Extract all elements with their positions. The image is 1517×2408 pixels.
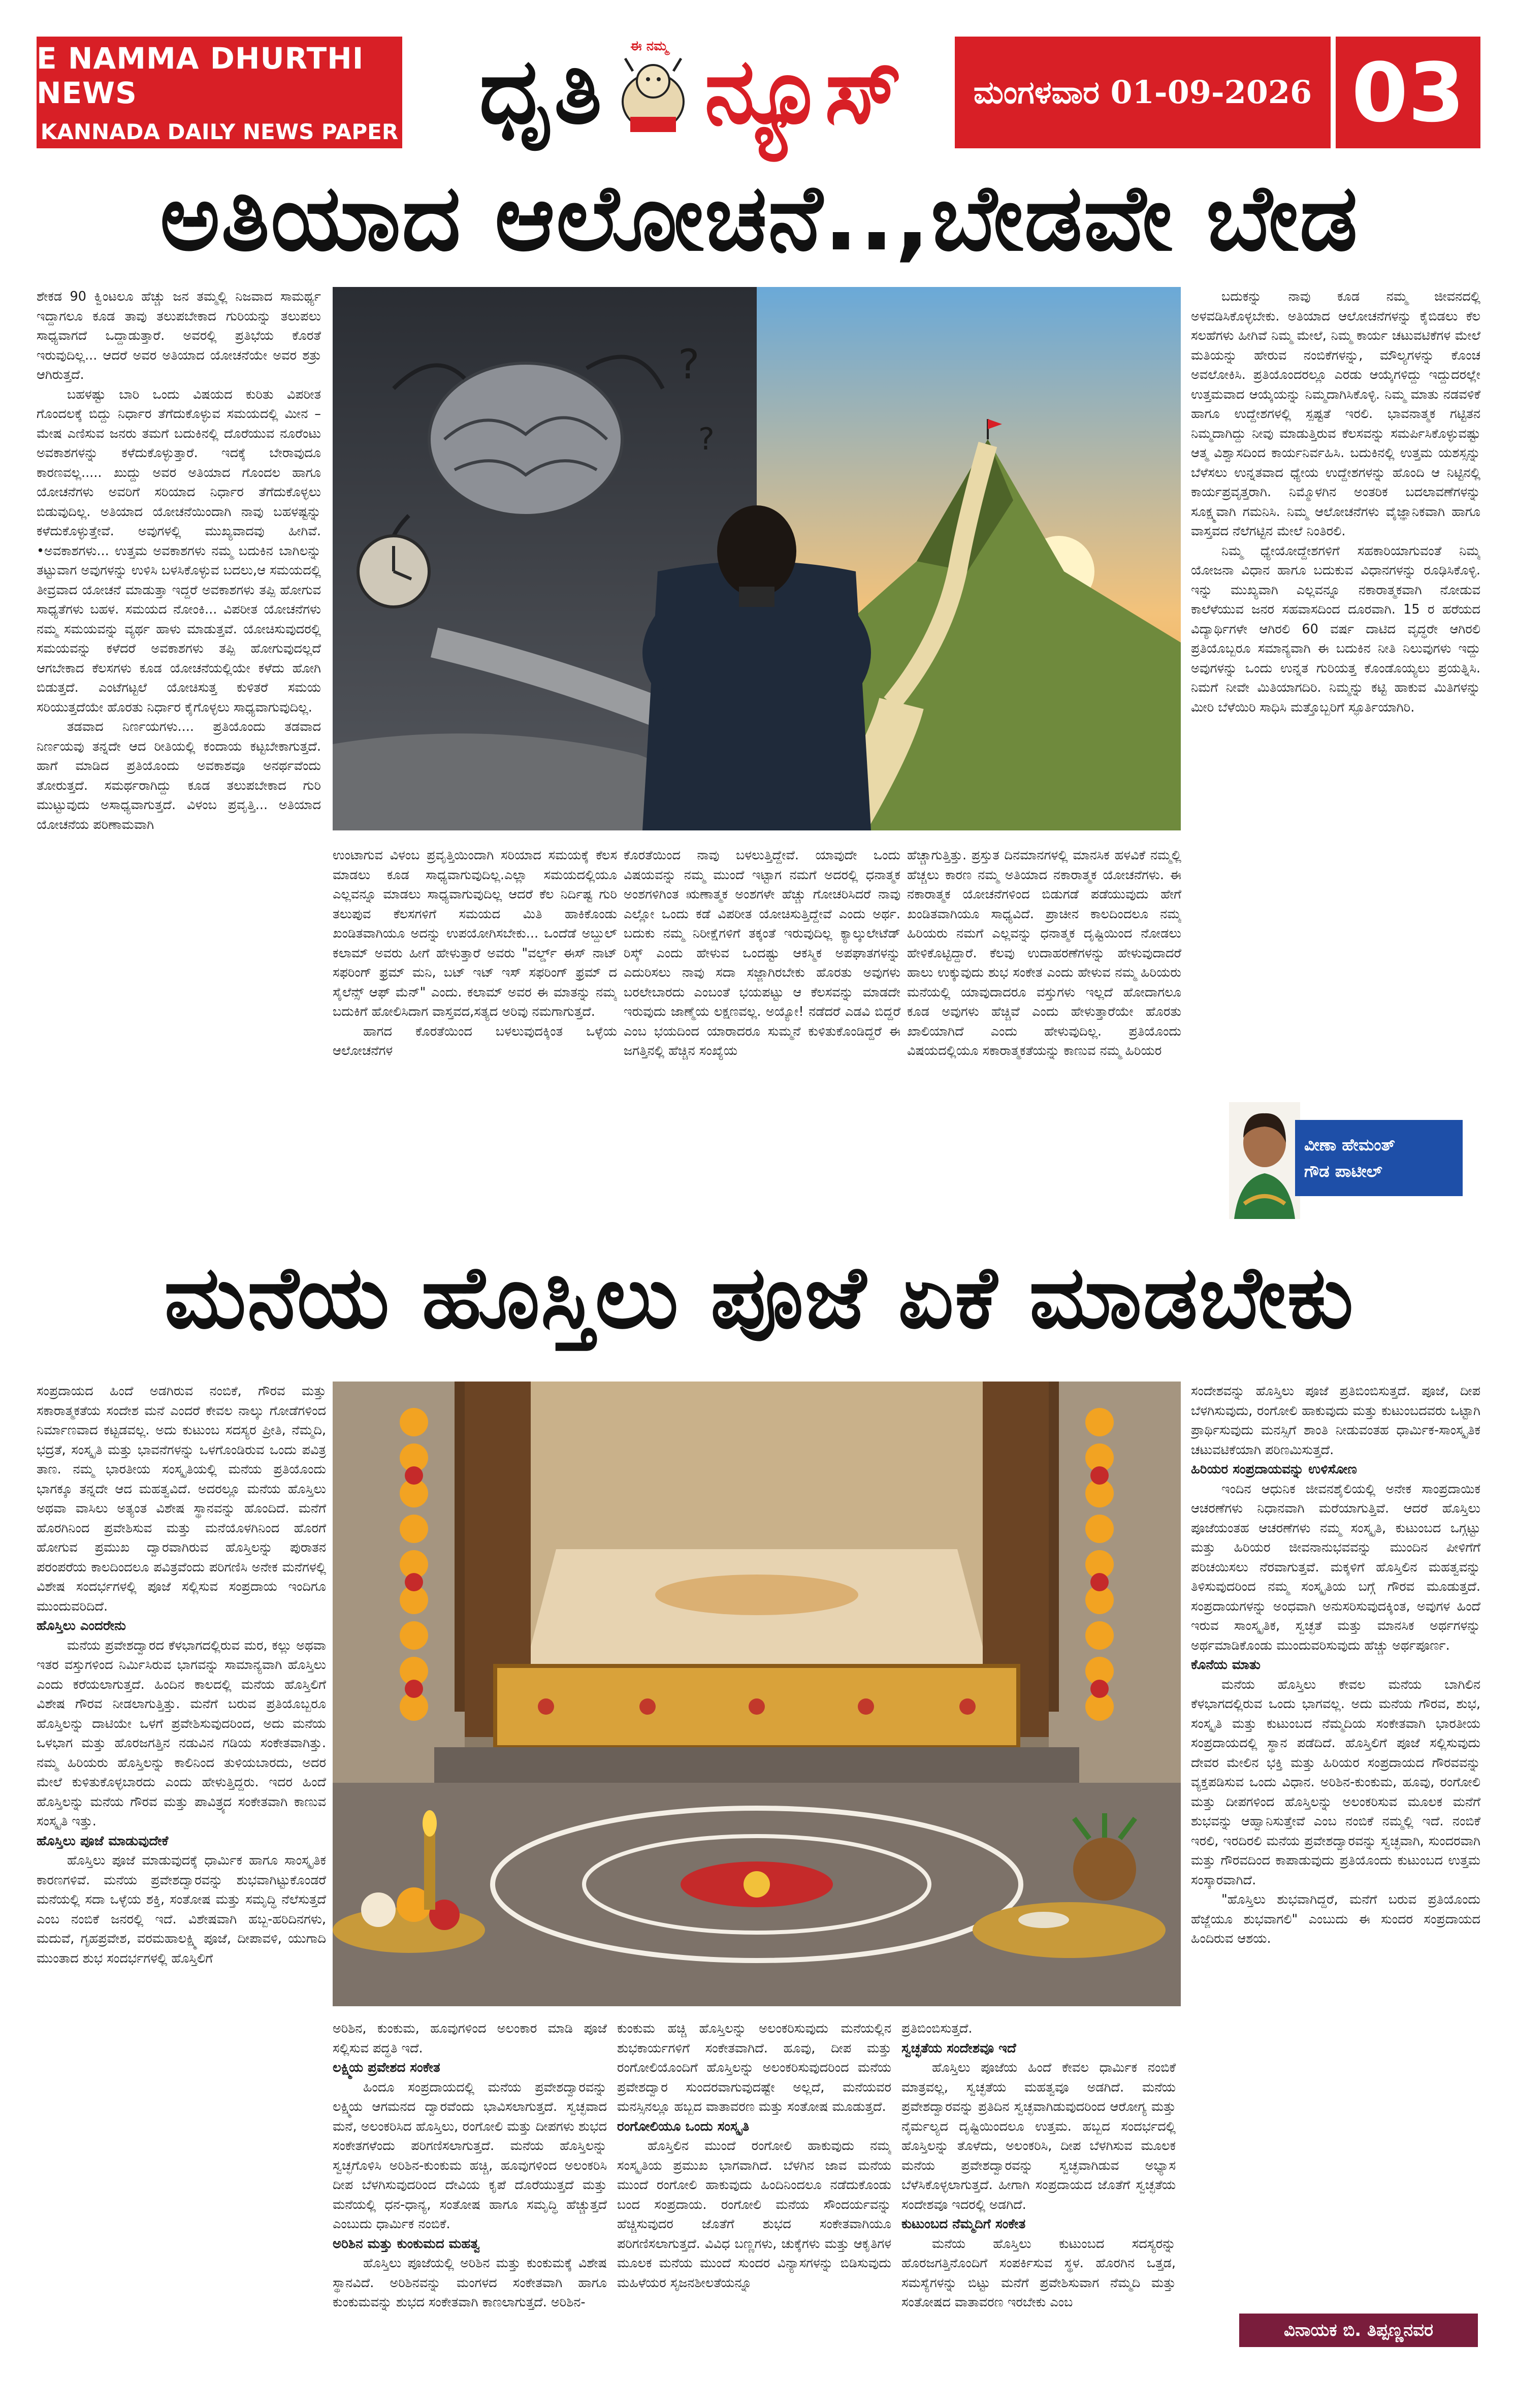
article2-paragraph: ಕುಂಕುಮ ಹಚ್ಚಿ ಹೊಸ್ತಿಲನ್ನು ಅಲಂಕರಿಸುವುದು ಮನೆಯಲ್ಲಿನ ಶುಭಕಾರ್ಯಗಳಿಗೆ ಸಂಕೇತವಾಗಿದೆ. ಹೂವು, ದೀಪ ಮತ್ತು ರಂಗೋಲಿಯೊಂದಿಗೆ ಹೊಸ್ತಿಲನ್ನು ಅಲಂಕರಿಸುವುದರಿಂದ ಮನೆಯ ಪ್ರವೇಶದ್ವಾರ ಸುಂದರವಾಗುವುದಷ್ಟೇ ಅಲ್ಲದೆ, ಮನೆಯವರ ಮನಸ್ಸಿನಲ್ಲೂ ಹಬ್ಬದ ವಾತಾವರಣ ಮತ್ತು ಸಂತೋಷ ಮೂಡುತ್ತದೆ. (617, 2021, 891, 2114)
article2-paragraph: ಹೊಸ್ತಿಲು ಪೂಜೆ ಮಾಡುವುದಕ್ಕೆ ಧಾರ್ಮಿಕ ಹಾಗೂ ಸಾಂಸ್ಕೃತಿಕ ಕಾರಣಗಳಿವೆ. ಮನೆಯ ಪ್ರವೇಶದ್ವಾರವನ್ನು ಶುಭವಾಗಿಟ್ಟುಕೊಂಡರೆ ಮನೆಯಲ್ಲಿ ಸದಾ ಒಳ್ಳೆಯ ಶಕ್ತಿ, ಸಂತೋಷ ಮತ್ತು ಸಮೃದ್ಧಿ ನೆಲೆಸುತ್ತದೆ ಎಂಬ ನಂಬಿಕೆ ಜನರಲ್ಲಿ ಇದೆ. ವಿಶೇಷವಾಗಿ ಹಬ್ಬ-ಹರಿದಿನಗಳು, ಮದುವೆ, ಗೃಹಪ್ರವೇಶ, ವರಮಹಾಲಕ್ಷ್ಮಿ ಪೂಜೆ, ದೀಪಾವಳಿ, ಯುಗಾದಿ ಮುಂತಾದ ಶುಭ ಸಂದರ್ಭಗಳಲ್ಲಿ ಹೊಸ್ತಿಲಿಗೆ (37, 1853, 326, 1966)
article1-paragraph: ಉಂಟಾಗುವ ವಿಳಂಬ ಪ್ರವೃತ್ತಿಯಿಂದಾಗಿ ಸರಿಯಾದ ಸಮಯಕ್ಕೆ ಕೆಲಸ ಮಾಡಲು ಕೂಡ ಸಾಧ್ಯವಾಗುವುದಿಲ್ಲ.ಎಲ್ಲಾ ಸಮಯದಲ್ಲಿಯೂ ಎಲ್ಲವನ್ನೂ ಮಾಡಲು ಸಾಧ್ಯವಾಗುವುದಿಲ್ಲ ಆದರೆ ಕೆಲ ನಿರ್ದಿಷ್ಟ ಗುರಿ ತಲುಪುವ ಕೆಲಸಗಳಿಗೆ ಸಮಯದ ಮಿತಿ ಹಾಕಿಕೊಂಡು ಖಂಡಿತವಾಗಿಯೂ ಅದನ್ನು ಉಪಯೋಗಿಸಬೇಕು... ಒಂದೆಡೆ ಅಬ್ದುಲ್ ಕಲಾಮ್ ಅವರು ಹೀಗೆ ಹೇಳುತ್ತಾರೆ ಅವರು "ವರ್ಲ್ಡ್ ಈಸ್ ನಾಟ್ ಸಫರಿಂಗ್ ಫ್ರಮ್ ಮನಿ, ಬಟ್ ಇಟ್ ಇಸ್ ಸಫರಿಂಗ್ ಫ್ರಮ್ ದ ಸೈಲೆನ್ಸ್ ಆಫ್ ಮೆನ್" ಎಂದು. ಕಲಾಮ್ ಅವರ ಈ ಮಾತನ್ನು ನಮ್ಮ ಬದುಕಿಗೆ ಹೋಲಿಸಿದಾಗ ವಾಸ್ತವದ,ಸತ್ಯದ ಅರಿವು ನಮಗಾಗುತ್ತದೆ. (333, 848, 617, 1019)
article1-paragraph: ಬದುಕನ್ನು ನಾವು ಕೂಡ ನಮ್ಮ ಜೀವನದಲ್ಲಿ ಅಳವಡಿಸಿಕೊಳ್ಳಬೇಕು. ಅತಿಯಾದ ಆಲೋಚನೆಗಳನ್ನು ಕೈಬಿಡಲು ಕೆಲ ಸಲಹೆಗಳು ಹೀಗಿವೆ ನಿಮ್ಮ ಮೇಲೆ, ನಿಮ್ಮ ಕಾರ್ಯ ಚಟುವಟಿಕೆಗಳ ಮೇಲೆ ಮತಿಯನ್ನು ಹೇರುವ ನಂಬಿಕೆಗಳನ್ನು, ಮೌಲ್ಯಗಳನ್ನು ಕೊಂಚ ಅವಲೋಕಿಸಿ. ಪ್ರತಿಯೊಂದರಲ್ಲೂ ಎರಡು ಆಯ್ಕೆಗಳಿದ್ದು ಇದ್ದುದರಲ್ಲೇ ಉತ್ತಮವಾದ ಆಯ್ಕೆಯನ್ನು ನಿಮ್ಮದಾಗಿಸಿಕೊಳ್ಳಿ. ನಿಮ್ಮ ಮಾತು ನಡವಳಿಕೆ ಹಾಗೂ ಉದ್ದೇಶಗಳಲ್ಲಿ ಸ್ಪಷ್ಟತೆ ಇರಲಿ. ಭಾವನಾತ್ಮಕ ಗಟ್ಟಿತನ ನಿಮ್ಮದಾಗಿದ್ದು ನೀವು ಮಾಡುತ್ತಿರುವ ಕೆಲಸವನ್ನು ಸಮರ್ಪಿಸಿಕೊಳ್ಳುವಷ್ಟು ಆತ್ಮ ವಿಶ್ವಾಸದಿಂದ ಕಾರ್ಯನಿರ್ವಹಿಸಿ. ಬದುಕಿನಲ್ಲಿ ಉತ್ತಮ ಯಶಸ್ಸನ್ನು ಬೆಳೆಸಲು ಉನ್ನತವಾದ ಧ್ಯೇಯ ಉದ್ದೇಶಗಳನ್ನು ಹೊಂದಿ ಆ ನಿಟ್ಟಿನಲ್ಲಿ ಕಾರ್ಯಪ್ರವೃತ್ತರಾಗಿ. ನಿಮ್ಮೊಳಗಿನ ಅಂತರಿಕ ಬದಲಾವಣೆಗಳನ್ನು ಸೂಕ್ಷ್ಮವಾಗಿ ಗಮನಿಸಿ. ನಿಮ್ಮ ಆಲೋಚನೆಗಳು ವೈಜ್ಞಾನಿಕವಾಗಿ ಹಾಗೂ ವಾಸ್ತವದ ನೆಲೆಗಟ್ಟಿನ ಮೇಲೆ ನಿಂತಿರಲಿ. (1191, 289, 1480, 539)
article2-subheading: ಹೊಸ್ತಿಲು ಪೂಜೆ ಮಾಡುವುದೇಕೆ (37, 1833, 169, 1849)
paper-tagline: KANNADA DAILY NEWS PAPER (40, 119, 399, 144)
author-name-line2: ಗೌಡ ಪಾಟೀಲ್ (1304, 1162, 1382, 1181)
article2-paragraph: ಹೊಸ್ತಿಲು ಪೂಜೆಯಲ್ಲಿ ಅರಿಶಿನ ಮತ್ತು ಕುಂಕುಮಕ್ಕೆ ವಿಶೇಷ ಸ್ಥಾನವಿದೆ. ಅರಿಶಿನವನ್ನು ಮಂಗಳದ ಸಂಕೇತವಾಗಿ ಹಾಗೂ ಕುಂಕುಮವನ್ನು ಶುಭದ ಸಂಕೇತವಾಗಿ ಕಾಣಲಾಗುತ್ತದೆ. ಅರಿಶಿನ- (333, 2256, 607, 2310)
article2-column-2 (333, 2019, 607, 2347)
article1-author (1295, 1120, 1463, 1196)
article2-subheading: ಹೊಸ್ತಿಲು ಎಂದರೇನು (37, 1618, 126, 1633)
svg-text:?: ? (678, 341, 700, 388)
logo-word-news: ನ್ಯೂಸ್ (704, 39, 902, 144)
author-name-line1: ವೀಣಾ ಹೇಮಂತ್ (1304, 1135, 1395, 1154)
article2-paragraph: ಹೊಸ್ತಿಲಿನ ಮುಂದೆ ರಂಗೋಲಿ ಹಾಕುವುದು ನಮ್ಮ ಸಂಸ್ಕೃತಿಯ ಪ್ರಮುಖ ಭಾಗವಾಗಿದೆ. ಬೆಳಗಿನ ಜಾವ ಮನೆಯ ಮುಂದೆ ರಂಗೋಲಿ ಹಾಕುವುದು ಹಿಂದಿನಿಂದಲೂ ನಡೆದುಕೊಂಡು ಬಂದ ಸಂಪ್ರದಾಯ. ರಂಗೋಲಿ ಮನೆಯ ಸೌಂದರ್ಯವನ್ನು ಹೆಚ್ಚಿಸುವುದರ ಜೊತೆಗೆ ಶುಭದ ಸಂಕೇತವಾಗಿಯೂ ಪರಿಗಣಿಸಲಾಗುತ್ತದೆ. ವಿವಿಧ ಬಣ್ಣಗಳು, ಚುಕ್ಕೆಗಳು ಮತ್ತು ಆಕೃತಿಗಳ ಮೂಲಕ ಮನೆಯ ಮುಂದೆ ಸುಂದರ ವಿನ್ಯಾಸಗಳನ್ನು ಬಿಡಿಸುವುದು ಮಹಿಳೆಯರ ಸೃಜನಶೀಲತೆಯನ್ನೂ (617, 2138, 891, 2291)
article2-subheading: ಕೊನೆಯ ಮಾತು (1191, 1657, 1261, 1673)
article2-column-4 (901, 2019, 1176, 2347)
article2-subheading: ಹಿರಿಯರ ಸಂಪ್ರದಾಯವನ್ನು ಉಳಿಸೋಣ (1191, 1462, 1357, 1477)
article1-paragraph: ತಡವಾದ ನಿರ್ಣಯಗಳು.... ಪ್ರತಿಯೊಂದು ತಡವಾದ ನಿರ್ಣಯವು ತನ್ನದೇ ಆದ ರೀತಿಯಲ್ಲಿ ಕಂದಾಯ ಕಟ್ಟಬೇಕಾಗುತ್ತದೆ. ಹಾಗೆ ಮಾಡಿದ ಪ್ರತಿಯೊಂದು ಅವಕಾಶವೂ ಅನರ್ಥವೆಂದು ತೋರುತ್ತದೆ. ಸಮರ್ಥರಾಗಿದ್ದು ಕೂಡ ತಲುಪಬೇಕಾದ ಗುರಿ ಮುಟ್ಟುವುದು ಅಸಾಧ್ಯವಾಗುತ್ತದೆ. ವಿಳಂಬ ಪ್ರವೃತ್ತಿ... ಅತಿಯಾದ ಯೋಚನೆಯ ಪರಿಣಾಮವಾಗಿ (37, 719, 321, 832)
article1-paragraph: ಹೆಚ್ಚಾಗುತ್ತಿತ್ತು. ಪ್ರಸ್ತುತ ದಿನಮಾನಗಳಲ್ಲಿ ಮಾನಸಿಕ ಹಳವಿಕೆ ನಮ್ಮಲ್ಲಿ ಹೆಚ್ಚಲು ಕಾರಣ ನಮ್ಮ ಅತಿಯಾದ ನಕಾರಾತ್ಮಕ ಯೋಚನೆಗಳು. ಈ ನಕಾರಾತ್ಮಕ ಯೋಚನೆಗಳಿಂದ ಬಿಡುಗಡೆ ಪಡೆಯುವುದು ಹೇಗೆ ಖಂಡಿತವಾಗಿಯೂ ಸಾಧ್ಯವಿದೆ. ಪ್ರಾಚೀನ ಕಾಲದಿಂದಲೂ ನಮ್ಮ ಹಿರಿಯರು ನಮಗೆ ಎಲ್ಲವನ್ನು ಧನಾತ್ಮಕ ದೃಷ್ಟಿಯಿಂದ ನೋಡಲು ಹೇಳಿಕೊಟ್ಟಿದ್ದಾರೆ. ಕೆಲವು ಉದಾಹರಣೆಗಳನ್ನು ಹೇಳುವುದಾದರೆ ಹಾಲು ಉಕ್ಕುವುದು ಶುಭ ಸಂಕೇತ ಎಂದು ಹೇಳುವ ನಮ್ಮ ಹಿರಿಯರು ಮನೆಯಲ್ಲಿ ಯಾವುದಾದರೂ ವಸ್ತುಗಳು ಇಲ್ಲದೆ ಹೋದಾಗಲೂ ಕೂಡ ಅವುಗಳು ಹೆಚ್ಚಿವೆ ಎಂದು ಹೇಳುತ್ತಾರೆಯೇ ಹೊರತು ಖಾಲಿಯಾಗಿದೆ ಎಂದು ಹೇಳುವುದಿಲ್ಲ. ಪ್ರತಿಯೊಂದು ವಿಷಯದಲ್ಲಿಯೂ ಸಕಾರಾತ್ಮಕತೆಯನ್ನು ಕಾಣುವ ನಮ್ಮ ಹಿರಿಯರ (907, 848, 1181, 1058)
article1-paragraph: ಹಾಗದ ಕೊರತೆಯಿಂದ ಬಳಲುವುದಕ್ಕಿಂತ ಒಳ್ಳೆಯ ಆಲೋಚನೆಗಳ (333, 1023, 617, 1058)
masthead-name-box (37, 37, 402, 148)
article2-subheading: ಕುಟುಂಬದ ನೆಮ್ಮದಿಗೆ ಸಂಕೇತ (901, 2217, 1026, 2232)
logo-small-text: ಈ ನಮ್ಮ (630, 39, 668, 54)
article2-column-1 (37, 1382, 326, 2347)
article1-column-1 (37, 287, 321, 1222)
page-number: 03 (1336, 37, 1480, 148)
article1-paragraph: ಬಹಳಷ್ಟು ಬಾರಿ ಒಂದು ವಿಷಯದ ಕುರಿತು ವಿಪರೀತ ಗೊಂದಲಕ್ಕೆ ಬಿದ್ದು ನಿರ್ಧಾರ ತೆಗೆದುಕೊಳ್ಳುವ ಸಮಯದಲ್ಲಿ ಮೀನ –ಮೇಷ ಎಣಿಸುವ ಜನರು ತಮಗೆ ಬದುಕಿನಲ್ಲಿ ದೊರೆಯುವ ನೂರೆಂಟು ಅವಕಾಶಗಳನ್ನು ಕಳೆದುಕೊಳ್ಳುತ್ತಾರೆ. ಇದಕ್ಕೆ ಬೇರಾವುದೂ ಕಾರಣವಲ್ಲ..... ಖುದ್ದು ಅವರ ಅತಿಯಾದ ಗೊಂದಲ ಹಾಗೂ ಯೋಚನೆಗಳು ಅವರಿಗೆ ಸರಿಯಾದ ನಿರ್ಧಾರ ತೆಗೆದುಕೊಳ್ಳಲು ಬಿಡುವುದಿಲ್ಲ. ಅತಿಯಾದ ಯೋಚನೆಯಿಂದಾಗಿ ನಾವು ಬಹಳಷ್ಟನ್ನು ಕಳೆದುಕೊಳ್ಳುತ್ತೇವೆ. ಅವುಗಳಲ್ಲಿ ಮುಖ್ಯವಾದವು ಹೀಗಿವೆ. •ಅವಕಾಶಗಳು... ಉತ್ತಮ ಅವಕಾಶಗಳು ನಮ್ಮ ಬದುಕಿನ ಬಾಗಿಲನ್ನು ತಟ್ಟುವಾಗ ಅವುಗಳನ್ನು ಉಳಿಸಿ ಬಳಸಿಕೊಳ್ಳುವ ಬದಲು,ಆ ಸಮಯದಲ್ಲಿ ತೀವ್ರವಾದ ಯೋಚನೆ ಮಾಡುತ್ತಾ ಇದ್ದರೆ ಅವಕಾಶಗಳು ತಪ್ಪಿ ಹೋಗುವ ಸಾಧ್ಯತೆಗಳು ಬಹಳ. ಸಮಯದ ನೋಂಕಿ... ವಿಪರೀತ ಯೋಚನೆಗಳು ನಮ್ಮ ಸಮಯವನ್ನು ವ್ಯರ್ಥ ಹಾಳು ಮಾಡುತ್ತವೆ. ಯೋಚಿಸುವುದರಲ್ಲಿ ಸಮಯವನ್ನು ಕಳೆದರೆ ಅವಕಾಶಗಳು ತಪ್ಪಿ ಹೋಗುವುದಲ್ಲದೆ ಆಗಬೇಕಾದ ಕೆಲಸಗಳು ಕೂಡ ಯೋಚನೆಯಲ್ಲಿಯೇ ಕಳೆದು ಹೋಗಿ ಬಿಡುತ್ತದೆ. ಎಂಟೆಗಟ್ಟಲೆ ಯೋಚಿಸುತ್ತ ಕುಳಿತರೆ ಸಮಯ ಸರಿಯುತ್ತದೆಯೇ ಹೊರತು ನಿರ್ಧಾರ ಕೈಗೊಳ್ಳಲು ಸಾಧ್ಯವಾಗುವುದಿಲ್ಲ. (37, 387, 321, 715)
article2-column-5 (1191, 1382, 1480, 2308)
article1-paragraph: ಕೊರತೆಯಿಂದ ನಾವು ಬಳಲುತ್ತಿದ್ದೇವೆ. ಯಾವುದೇ ಒಂದು ವಿಷಯವನ್ನು ನಮ್ಮ ಮುಂದೆ ಇಟ್ಟಾಗ ನಮಗೆ ಅದರಲ್ಲಿ ಧನಾತ್ಮಕ ಅಂಶಗಳಿಗಿಂತ ಋಣಾತ್ಮಕ ಅಂಶಗಳೇ ಹೆಚ್ಚು ಗೋಚರಿಸಿದರೆ ನಾವು ಎಲ್ಲೋ ಒಂದು ಕಡೆ ವಿಪರೀತ ಯೋಚಿಸುತ್ತಿದ್ದೇವೆ ಎಂದು ಅರ್ಥ. ಬದುಕು ನಮ್ಮ ನಿರೀಕ್ಷೆಗಳಿಗೆ ತಕ್ಕಂತೆ ಇರುವುದಿಲ್ಲ ಕ್ಯಾಲ್ಕುಲೇಟೆಡ್ ರಿಸ್ಕ್ ಎಂದು ಹೇಳುವ ಒಂದಷ್ಟು ಆಕಸ್ಮಿಕ ಅಪಘಾತಗಳನ್ನು ಎದುರಿಸಲು ನಾವು ಸದಾ ಸಜ್ಜಾಗಿರಬೇಕು ಹೊರತು ಅವುಗಳು ಬರಲೇಬಾರದು ಎಂಬಂತೆ ಭಯಪಟ್ಟು ಆ ಕೆಲಸವನ್ನು ಮಾಡದೇ ಇರುವುದು ಜಾಣ್ಮೆಯ ಲಕ್ಷಣವಲ್ಲ. ಅಯ್ಯೋ! ನಡೆದರೆ ಎಡವಿ ಬಿದ್ದರೆ ಎಂಬ ಭಯದಿಂದ ಯಾರಾದರೂ ಸುಮ್ಮನೆ ಕುಳಿತುಕೊಂಡಿದ್ದರೆ ಈ ಜಗತ್ತಿನಲ್ಲಿ ಹೆಚ್ಚಿನ ಸಂಖ್ಯೆಯ (624, 848, 900, 1058)
article2-paragraph: ಸಂಪ್ರದಾಯದ ಹಿಂದೆ ಅಡಗಿರುವ ನಂಬಿಕೆ, ಗೌರವ ಮತ್ತು ಸಕಾರಾತ್ಮಕತೆಯ ಸಂದೇಶ ಮನೆ ಎಂದರೆ ಕೇವಲ ನಾಲ್ಕು ಗೋಡೆಗಳಿಂದ ನಿರ್ಮಾಣವಾದ ಕಟ್ಟಡವಲ್ಲ. ಅದು ಕುಟುಂಬ ಸದಸ್ಯರ ಪ್ರೀತಿ, ನೆಮ್ಮದಿ, ಭದ್ರತೆ, ಸಂಸ್ಕೃತಿ ಮತ್ತು ಭಾವನೆಗಳನ್ನು ಒಳಗೊಂಡಿರುವ ಒಂದು ಪವಿತ್ರ ತಾಣ. ನಮ್ಮ ಭಾರತೀಯ ಸಂಸ್ಕೃತಿಯಲ್ಲಿ ಮನೆಯ ಪ್ರತಿಯೊಂದು ಭಾಗಕ್ಕೂ ತನ್ನದೇ ಆದ ಮಹತ್ವವಿದೆ. ಅದರಲ್ಲೂ ಮನೆಯ ಹೊಸ್ತಿಲು ಅಥವಾ ವಾಸಿಲು ಅತ್ಯಂತ ವಿಶೇಷ ಸ್ಥಾನವನ್ನು ಹೊಂದಿದೆ. ಮನೆಗೆ ಹೊರಗಿನಿಂದ ಪ್ರವೇಶಿಸುವ ಮತ್ತು ಮನೆಯೊಳಗಿನಿಂದ ಹೊರಗೆ ಹೋಗುವ ಪ್ರಮುಖ ದ್ವಾರವಾಗಿರುವ ಹೊಸ್ತಿಲನ್ನು ಪುರಾತನ ಪರಂಪರೆಯ ಕಾಲದಿಂದಲೂ ಪವಿತ್ರವೆಂದು ಪರಿಗಣಿಸಿ ಅನೇಕ ಮನೆಗಳಲ್ಲಿ ವಿಶೇಷ ಸಂದರ್ಭಗಳಲ್ಲಿ ಪೂಜೆ ಸಲ್ಲಿಸುವ ಸಂಪ್ರದಾಯ ಇಂದಿಗೂ ಮುಂದುವರಿದಿದೆ. (37, 1384, 326, 1614)
threshold-puja-illustration (333, 1382, 1181, 2006)
article1-column-4 (907, 846, 1181, 1222)
article2-paragraph: ಅರಿಶಿನ, ಕುಂಕುಮ, ಹೂವುಗಳಿಂದ ಅಲಂಕಾರ ಮಾಡಿ ಪೂಜೆ ಸಲ್ಲಿಸುವ ಪದ್ಧತಿ ಇದೆ. (333, 2021, 607, 2056)
paper-name: E NAMMA DHURTHI NEWS (37, 41, 364, 110)
overthinking-illustration (333, 287, 1181, 830)
article1-paragraph: ನಿಮ್ಮ ಧ್ಯೇಯೋದ್ದೇಶಗಳಿಗೆ ಸಹಕಾರಿಯಾಗುವಂತೆ ನಿಮ್ಮ ಯೋಜನಾ ವಿಧಾನ ಹಾಗೂ ಬದುಕುವ ವಿಧಾನಗಳನ್ನು ರೂಢಿಸಿಕೊಳ್ಳಿ. ಇನ್ನು ಮುಖ್ಯವಾಗಿ ಎಲ್ಲವನ್ನೂ ನಕಾರಾತ್ಮಕವಾಗಿ ನೋಡುವ ಕಾಲೆಳೆಯುವ ಜನರ ಸಹವಾಸದಿಂದ ದೂರವಾಗಿ. 15 ರ ಹರೆಯದ ವಿದ್ಯಾರ್ಥಿಗಳೇ ಆಗಿರಲಿ 60 ವರ್ಷ ದಾಟಿದ ವೃದ್ಧರೇ ಆಗಿರಲಿ ಪ್ರತಿಯೊಬ್ಬರೂ ಸಮಾನ್ಯವಾಗಿ ಈ ಬದುಕಿನ ನೀತಿ ನಿಲುವುಗಳು ಇದ್ದು ಅವುಗಳನ್ನು ಒಂದು ಉನ್ನತ ಗುರಿಯತ್ತ ಕೊಂಡೊಯ್ಯಲು ಪ್ರಯತ್ನಿಸಿ. ನಿಮಗೆ ನೀವೇ ಮಿತಿಯಾಗದಿರಿ. ನಿಮ್ಮನ್ನು ಕಟ್ಟಿ ಹಾಕುವ ಮಿತಿಗಳನ್ನು ಮೀರಿ ಬೆಳೆಯಿರಿ ಸಾಧಿಸಿ ಮತ್ತೊಬ್ಬರಿಗೆ ಸ್ಫೂರ್ತಿಯಾಗಿರಿ. (1191, 543, 1480, 715)
issue-date: ಮಂಗಳವಾರ 01-09-2026 (955, 37, 1331, 148)
article2-subheading: ಅರಿಶಿನ ಮತ್ತು ಕುಂಕುಮದ ಮಹತ್ವ (333, 2236, 480, 2252)
article1-column-3 (624, 846, 900, 1222)
article2-paragraph: ಪ್ರತಿಬಿಂಬಿಸುತ್ತದೆ. (901, 2021, 973, 2036)
logo-word-dhruthi: ಧೃತಿ (479, 39, 602, 144)
article2-paragraph: ಸಂದೇಶವನ್ನು ಹೊಸ್ತಿಲು ಪೂಜೆ ಪ್ರತಿಬಿಂಬಿಸುತ್ತದೆ. ಪೂಜೆ, ದೀಪ ಬೆಳಗಿಸುವುದು, ರಂಗೋಲಿ ಹಾಕುವುದು ಮತ್ತು ಕುಟುಂಬದವರು ಒಟ್ಟಾಗಿ ಪ್ರಾರ್ಥಿಸುವುದು ಮನಸ್ಸಿಗೆ ಶಾಂತಿ ನೀಡುವಂತಹ ಧಾರ್ಮಿಕ-ಸಾಂಸ್ಕೃತಿಕ ಚಟುವಟಿಕೆಯಾಗಿ ಪರಿಣಮಿಸುತ್ತದೆ. (1191, 1384, 1480, 1458)
article2-paragraph: ಹೊಸ್ತಿಲು ಪೂಜೆಯ ಹಿಂದೆ ಕೇವಲ ಧಾರ್ಮಿಕ ನಂಬಿಕೆ ಮಾತ್ರವಲ್ಲ, ಸ್ವಚ್ಛತೆಯ ಮಹತ್ವವೂ ಅಡಗಿದೆ. ಮನೆಯ ಪ್ರವೇಶದ್ವಾರವನ್ನು ಪ್ರತಿದಿನ ಸ್ವಚ್ಛವಾಗಿಡುವುದರಿಂದ ಆರೋಗ್ಯ ಮತ್ತು ನೈರ್ಮಲ್ಯದ ದೃಷ್ಟಿಯಿಂದಲೂ ಉತ್ತಮ. ಹಬ್ಬದ ಸಂದರ್ಭದಲ್ಲಿ ಹೊಸ್ತಿಲನ್ನು ತೊಳೆದು, ಅಲಂಕರಿಸಿ, ದೀಪ ಬೆಳಗಿಸುವ ಮೂಲಕ ಮನೆಯ ಪ್ರವೇಶದ್ವಾರವನ್ನು ಸ್ವಚ್ಛವಾಗಿಡುವ ಅಭ್ಯಾಸ ಬೆಳೆಸಿಕೊಳ್ಳಲಾಗುತ್ತದೆ. ಹೀಗಾಗಿ ಸಂಪ್ರದಾಯದ ಜೊತೆಗೆ ಸ್ವಚ್ಛತೆಯ ಸಂದೇಶವೂ ಇದರಲ್ಲಿ ಅಡಗಿದೆ. (901, 2060, 1176, 2212)
article2-paragraph: ಇಂದಿನ ಆಧುನಿಕ ಜೀವನಶೈಲಿಯಲ್ಲಿ ಅನೇಕ ಸಾಂಪ್ರದಾಯಿಕ ಆಚರಣೆಗಳು ನಿಧಾನವಾಗಿ ಮರೆಯಾಗುತ್ತಿವೆ. ಆದರೆ ಹೊಸ್ತಿಲು ಪೂಜೆಯಂತಹ ಆಚರಣೆಗಳು ನಮ್ಮ ಸಂಸ್ಕೃತಿ, ಕುಟುಂಬದ ಒಗ್ಗಟ್ಟು ಮತ್ತು ಹಿರಿಯರ ಜೀವನಾನುಭವವನ್ನು ಮುಂದಿನ ಪೀಳಿಗೆಗೆ ಪರಿಚಯಿಸಲು ನೆರವಾಗುತ್ತವೆ. ಮಕ್ಕಳಿಗೆ ಹೊಸ್ತಿಲಿನ ಮಹತ್ವವನ್ನು ತಿಳಿಸುವುದರಿಂದ ನಮ್ಮ ಸಂಸ್ಕೃತಿಯ ಬಗ್ಗೆ ಗೌರವ ಮೂಡುತ್ತದೆ. ಸಂಪ್ರದಾಯಗಳನ್ನು ಅಂಧವಾಗಿ ಅನುಸರಿಸುವುದಕ್ಕಿಂತ, ಅವುಗಳ ಹಿಂದೆ ಇರುವ ಸಾಂಸ್ಕೃತಿಕ, ಸ್ವಚ್ಛತೆ ಮತ್ತು ಮಾನಸಿಕ ಅರ್ಥಗಳನ್ನು ಅರ್ಥಮಾಡಿಕೊಂಡು ಮುಂದುವರಿಸುವುದು ಹೆಚ್ಚು ಅರ್ಥಪೂರ್ಣ. (1191, 1481, 1480, 1653)
article1-column-5 (1191, 287, 1480, 1089)
article2-subheading: ಲಕ್ಷ್ಮಿಯ ಪ್ರವೇಶದ ಸಂಕೇತ (333, 2060, 440, 2075)
article1-headline: ಅತಿಯಾದ ಆಲೋಚನೆ..,ಬೇಡವೇ ಬೇಡ (159, 165, 1359, 271)
article2-author: ವಿನಾಯಕ ಬಿ. ತಿಪ್ಪಣ್ಣನವರ (1239, 2314, 1478, 2347)
masthead-logo (437, 30, 945, 152)
article2-paragraph: ಮನೆಯ ಹೊಸ್ತಿಲು ಕುಟುಂಬದ ಸದಸ್ಯರನ್ನು ಹೊರಜಗತ್ತಿನೊಂದಿಗೆ ಸಂಪರ್ಕಿಸುವ ಸ್ಥಳ. ಹೊರಗಿನ ಒತ್ತಡ, ಸಮಸ್ಯೆಗಳನ್ನು ಬಿಟ್ಟು ಮನೆಗೆ ಪ್ರವೇಶಿಸುವಾಗ ನೆಮ್ಮದಿ ಮತ್ತು ಸಂತೋಷದ ವಾತಾವರಣ ಇರಬೇಕು ಎಂಬ (901, 2236, 1176, 2310)
article2-column-3 (617, 2019, 891, 2347)
article2-headline: ಮನೆಯ ಹೊಸ್ತಿಲು ಪೂಜೆ ಏಕೆ ಮಾಡಬೇಕು (164, 1247, 1354, 1348)
article2-paragraph: ಮನೆಯ ಪ್ರವೇಶದ್ವಾರದ ಕೆಳಭಾಗದಲ್ಲಿರುವ ಮರ, ಕಲ್ಲು ಅಥವಾ ಇತರ ವಸ್ತುಗಳಿಂದ ನಿರ್ಮಿಸಿರುವ ಭಾಗವನ್ನು ಸಾಮಾನ್ಯವಾಗಿ ಹೊಸ್ತಿಲು ಎಂದು ಕರೆಯಲಾಗುತ್ತದೆ. ಹಿಂದಿನ ಕಾಲದಲ್ಲಿ ಮನೆಯ ಹೊಸ್ತಿಲಿಗೆ ವಿಶೇಷ ಗೌರವ ನೀಡಲಾಗುತ್ತಿತ್ತು. ಮನೆಗೆ ಬರುವ ಪ್ರತಿಯೊಬ್ಬರೂ ಹೊಸ್ತಿಲನ್ನು ದಾಟಿಯೇ ಒಳಗೆ ಪ್ರವೇಶಿಸುವುದರಿಂದ, ಅದು ಮನೆಯ ಒಳಭಾಗ ಮತ್ತು ಹೊರಜಗತ್ತಿನ ನಡುವಿನ ಗಡಿಯ ಸಂಕೇತವಾಗಿತ್ತು. ನಮ್ಮ ಹಿರಿಯರು ಹೊಸ್ತಿಲನ್ನು ಕಾಲಿನಿಂದ ತುಳಿಯಬಾರದು, ಅದರ ಮೇಲೆ ಕುಳಿತುಕೊಳ್ಳಬಾರದು ಎಂದು ಹೇಳುತ್ತಿದ್ದರು. ಇದರ ಹಿಂದೆ ಹೊಸ್ತಿಲನ್ನು ಮನೆಯ ಗೌರವ ಮತ್ತು ಪಾವಿತ್ರ್ಯದ ಸಂಕೇತವಾಗಿ ಕಾಣುವ ಸಂಸ್ಕೃತಿ ಇತ್ತು. (37, 1638, 326, 1829)
article2-paragraph: "ಹೊಸ್ತಿಲು ಶುಭವಾಗಿದ್ದರೆ, ಮನೆಗೆ ಬರುವ ಪ್ರತಿಯೊಂದು ಹೆಜ್ಜೆಯೂ ಶುಭವಾಗಲಿ" ಎಂಬುದು ಈ ಸುಂದರ ಸಂಪ್ರದಾಯದ ಹಿಂದಿರುವ ಆಶಯ. (1191, 1892, 1480, 1946)
article2-subheading: ಸ್ವಚ್ಛತೆಯ ಸಂದೇಶವೂ ಇದೆ (901, 2040, 1016, 2056)
article1-paragraph: ಶೇಕಡ 90 ಕ್ವಿಂಟಲೂ ಹೆಚ್ಚು ಜನ ತಮ್ಮಲ್ಲಿ ನಿಜವಾದ ಸಾಮರ್ಥ್ಯ ಇದ್ದಾಗಲೂ ಕೂಡ ತಾವು ತಲುಪಬೇಕಾದ ಗುರಿಯನ್ನು ತಲುಪಲು ಸಾಧ್ಯವಾಗದೆ ಒದ್ದಾಡುತ್ತಾರೆ. ಅವರಲ್ಲಿ ಪ್ರತಿಭೆಯ ಕೊರತೆ ಇರುವುದಿಲ್ಲ... ಆದರೆ ಅವರ ಅತಿಯಾದ ಯೋಚನೆಯೇ ಅವರ ಶತ್ರು ಆಗಿರುತ್ತದೆ. (37, 289, 321, 382)
mascot-icon (610, 41, 696, 142)
svg-text:?: ? (698, 422, 715, 457)
article2-subheading: ರಂಗೋಲಿಯೂ ಒಂದು ಸಂಸ್ಕೃತಿ (617, 2118, 750, 2134)
article2-paragraph: ಮನೆಯ ಹೊಸ್ತಿಲು ಕೇವಲ ಮನೆಯ ಬಾಗಿಲಿನ ಕೆಳಭಾಗದಲ್ಲಿರುವ ಒಂದು ಭಾಗವಲ್ಲ. ಅದು ಮನೆಯ ಗೌರವ, ಶುಭ, ಸಂಸ್ಕೃತಿ ಮತ್ತು ಕುಟುಂಬದ ನೆಮ್ಮದಿಯ ಸಂಕೇತವಾಗಿ ಭಾರತೀಯ ಸಂಪ್ರದಾಯದಲ್ಲಿ ಸ್ಥಾನ ಪಡೆದಿದೆ. ಹೊಸ್ತಿಲಿಗೆ ಪೂಜೆ ಸಲ್ಲಿಸುವುದು ದೇವರ ಮೇಲಿನ ಭಕ್ತಿ ಮತ್ತು ಹಿರಿಯರ ಸಂಪ್ರದಾಯದ ಗೌರವವನ್ನು ವ್ಯಕ್ತಪಡಿಸುವ ಒಂದು ವಿಧಾನ. ಅರಿಶಿನ-ಕುಂಕುಮ, ಹೂವು, ರಂಗೋಲಿ ಮತ್ತು ದೀಪಗಳಿಂದ ಹೊಸ್ತಿಲನ್ನು ಅಲಂಕರಿಸುವ ಮೂಲಕ ಮನೆಗೆ ಶುಭವನ್ನು ಆಹ್ವಾನಿಸುತ್ತೇವೆ ಎಂಬ ನಂಬಿಕೆ ನಮ್ಮಲ್ಲಿ ಇದೆ. ನಂಬಿಕೆ ಇರಲಿ, ಇರದಿರಲಿ ಮನೆಯ ಪ್ರವೇಶದ್ವಾರವನ್ನು ಸ್ವಚ್ಛವಾಗಿ, ಸುಂದರವಾಗಿ ಮತ್ತು ಗೌರವದಿಂದ ಕಾಪಾಡುವುದು ಪ್ರತಿಯೊಂದು ಕುಟುಂಬದ ಉತ್ತಮ ಸಂಸ್ಕಾರವಾಗಿದೆ. (1191, 1677, 1480, 1888)
article2-paragraph: ಹಿಂದೂ ಸಂಪ್ರದಾಯದಲ್ಲಿ ಮನೆಯ ಪ್ರವೇಶದ್ವಾರವನ್ನು ಲಕ್ಷ್ಮಿಯ ಆಗಮನದ ದ್ವಾರವೆಂದು ಭಾವಿಸಲಾಗುತ್ತದೆ. ಸ್ವಚ್ಛವಾದ ಮನೆ, ಅಲಂಕರಿಸಿದ ಹೊಸ್ತಿಲು, ರಂಗೋಲಿ ಮತ್ತು ದೀಪಗಳು ಶುಭದ ಸಂಕೇತಗಳೆಂದು ಪರಿಗಣಿಸಲಾಗುತ್ತದೆ. ಮನೆಯ ಹೊಸ್ತಿಲನ್ನು ಸ್ವಚ್ಛಗೊಳಿಸಿ ಅರಿಶಿನ-ಕುಂಕುಮ ಹಚ್ಚಿ, ಹೂವುಗಳಿಂದ ಅಲಂಕರಿಸಿ ದೀಪ ಬೆಳಗಿಸುವುದರಿಂದ ದೇವಿಯ ಕೃಪೆ ದೊರೆಯುತ್ತದೆ ಮತ್ತು ಮನೆಯಲ್ಲಿ ಧನ-ಧಾನ್ಯ, ಸಂತೋಷ ಹಾಗೂ ಸಮೃದ್ಧಿ ಹೆಚ್ಚುತ್ತದೆ ಎಂಬುದು ಧಾರ್ಮಿಕ ನಂಬಿಕೆ. (333, 2079, 607, 2232)
article1-column-2 (333, 846, 617, 1222)
